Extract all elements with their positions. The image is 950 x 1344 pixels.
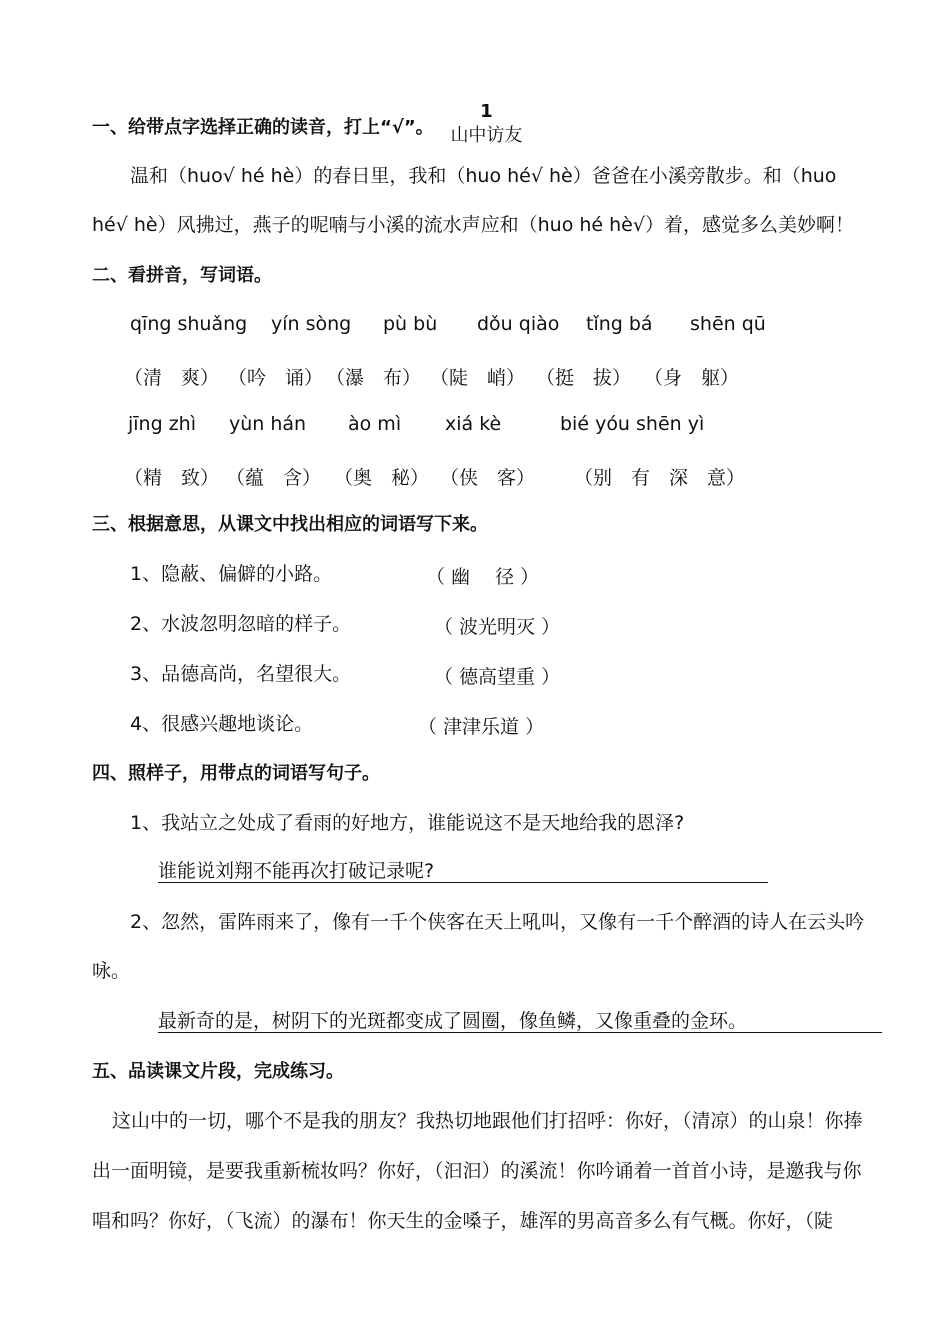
meaning-answer: （ 幽 径 ）: [426, 566, 540, 588]
word-answer: （清 爽）: [124, 367, 220, 389]
pinyin-item: bié yóu shēn yì: [560, 413, 705, 435]
example-sentence-2-line2: 咏。: [92, 960, 131, 982]
word-answer: （奥 秘）: [334, 467, 430, 489]
example-sentence-1: 1、我站立之处成了看雨的好地方，谁能说这不是天地给我的恩泽?: [130, 812, 685, 834]
section5-heading: 五、品读课文片段，完成练习。: [92, 1061, 344, 1082]
word-answer: （挺 拔）: [536, 367, 632, 389]
sentence-answer-1: 谁能说刘翔不能再次打破记录呢?: [158, 860, 435, 882]
passage-line-1: 这山中的一切，哪个不是我的朋友？我热切地跟他们打招呼：你好，（清凉）的山泉！你捧: [112, 1110, 863, 1132]
pinyin-item: xiá kè: [445, 413, 502, 435]
word-answer: （身 躯）: [644, 367, 740, 389]
pinyin-item: jīng zhì: [128, 413, 196, 435]
meaning-answer: （ 津津乐道 ）: [418, 716, 545, 738]
pinyin-item: dǒu qiào: [477, 313, 560, 335]
section1-line2: hé√ hè）风拂过，燕子的呢喃与小溪的流水声应和（huo hé hè√）着，感觉多么美妙啊！: [92, 214, 854, 236]
word-answer: （瀑 布）: [326, 367, 422, 389]
pinyin-item: yín sòng: [271, 313, 352, 335]
passage-line-2: 出一面明镜，是要我重新梳妆吗？你好，（汩汩）的溪流！你吟诵着一首首小诗，是邀我与你: [92, 1160, 862, 1182]
passage-line-3: 唱和吗？你好，（飞流）的瀑布！你天生的金嗓子，雄浑的男高音多么有气概。你好，（陡: [92, 1210, 834, 1232]
meaning-answer: （ 德高望重 ）: [434, 666, 561, 688]
sentence-answer-2: 最新奇的是，树阴下的光斑都变成了圆圈，像鱼鳞，又像重叠的金环。: [158, 1010, 748, 1032]
section4-heading: 四、照样子，用带点的词语写句子。: [92, 763, 380, 784]
meaning-question: 1、隐蔽、偏僻的小路。: [130, 563, 333, 585]
meaning-question: 4、很感兴趣地谈论。: [130, 713, 314, 735]
pinyin-item: ào mì: [348, 413, 402, 435]
meaning-answer: （ 波光明灭 ）: [434, 616, 561, 638]
pinyin-item: tǐng bá: [586, 313, 653, 335]
meaning-question: 2、水波忽明忽暗的样子。: [130, 613, 352, 635]
pinyin-item: qīng shuǎng: [130, 313, 248, 335]
answer-line-2: [158, 1006, 882, 1033]
pinyin-item: pù bù: [383, 313, 438, 335]
word-answer: （蕴 含）: [226, 467, 322, 489]
section2-heading: 二、看拼音，写词语。: [92, 265, 272, 286]
word-answer: （吟 诵）: [228, 367, 324, 389]
pinyin-item: shēn qū: [690, 313, 766, 335]
example-sentence-2-line1: 2、忽然，雷阵雨来了，像有一千个侠客在天上吼叫，又像有一千个醉酒的诗人在云头吟: [130, 911, 865, 933]
meaning-question: 3、品德高尚，名望很大。: [130, 663, 352, 685]
section3-heading: 三、根据意思，从课文中找出相应的词语写下来。: [92, 514, 488, 535]
lesson-number: 1: [480, 101, 493, 122]
word-answer: （陡 峭）: [430, 367, 526, 389]
pinyin-item: yùn hán: [229, 413, 307, 435]
word-answer: （别 有 深 意）: [574, 467, 746, 489]
word-answer: （侠 客）: [440, 467, 536, 489]
section1-line1: 温和（huo√ hé hè）的春日里，我和（huo hé√ hè）爸爸在小溪旁散步。和（huo: [130, 165, 837, 187]
lesson-title: 山中访友: [450, 125, 523, 146]
word-answer: （精 致）: [124, 467, 220, 489]
section1-heading: 一、给带点字选择正确的读音，打上“√”。: [92, 117, 434, 138]
answer-line-1: [158, 856, 768, 883]
